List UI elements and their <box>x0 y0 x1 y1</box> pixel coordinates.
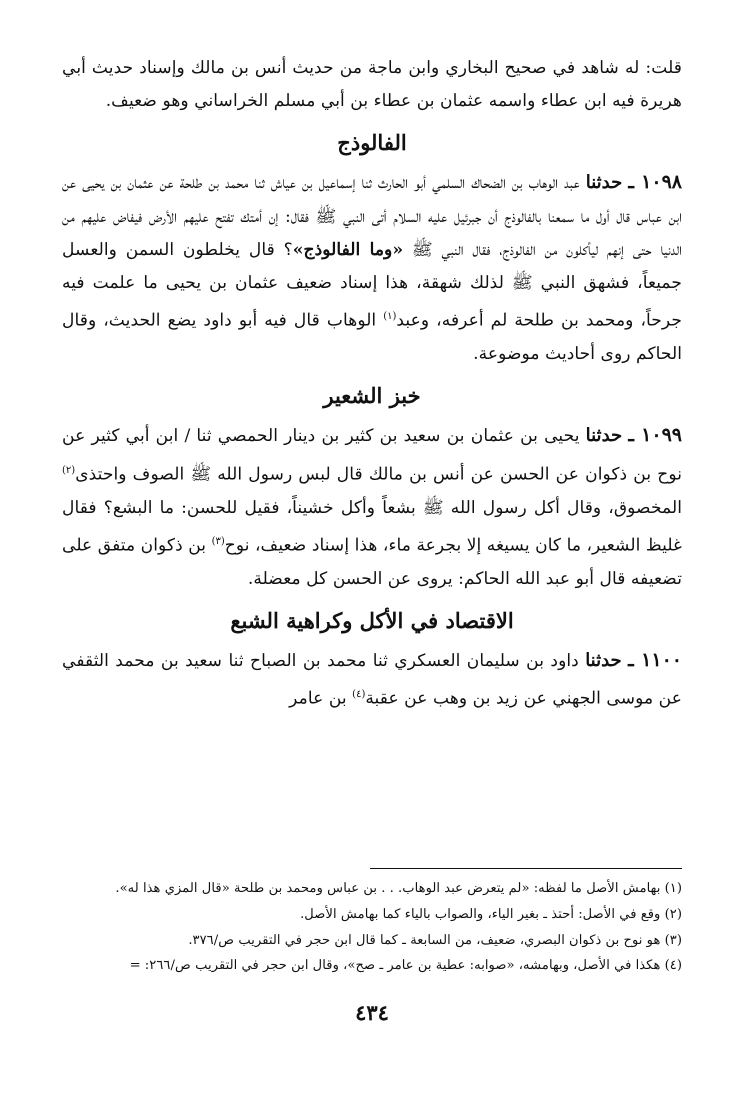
hadith-opening-word: حدثنا <box>585 172 623 194</box>
hadith-opening-word: حدثنا <box>585 425 623 447</box>
hadith-number: ١١٠٠ ـ <box>628 648 682 671</box>
hadith-text: بن ذكوان متفق على تضعيفه قال أبو عبد الله الحاكم: يروى عن الحسن كل معضلة. <box>62 535 682 589</box>
footnote-reference: (١) <box>383 311 397 323</box>
hadith-text: بن عامر <box>289 688 353 709</box>
footnote-divider <box>370 868 682 869</box>
hadith-text: المخصوق، وقال أكل رسول الله ﷺ بشعاً وأكل خشيناً، فقيل للحسن: ما البشع؟ فقال غليظ الشعير، ما كان يسيغه إلا بجرعة ماء، هذا إسناد ضعيف، نوح <box>62 497 682 556</box>
section-heading-barley-bread: خبز الشعير <box>323 383 421 409</box>
hadith-text: الوهاب قال فيه أبو داود يضع الحديث، وقال الحاكم روى أحاديث موضوعة. <box>62 310 682 365</box>
footnote-reference: (٣) <box>211 535 225 547</box>
hadith-quote: «وما الفالوذج» <box>292 239 404 260</box>
hadith-number: ١٠٩٩ ـ <box>628 424 682 447</box>
footnote-4: (٤) هكذا في الأصل، وبهامشه، «صوابه: عطية بن عامر ـ صح»، وقال ابن حجر في التقريب ص/٢٦٦: = <box>129 958 682 974</box>
section-heading-falodhaj: الفالوذج <box>337 130 407 156</box>
footnote-reference: (٤) <box>352 689 366 701</box>
hadith-1098 <box>62 166 682 371</box>
footnotes <box>62 876 682 979</box>
hadith-1100 <box>62 644 682 716</box>
footnote-3: (٣) هو نوح بن ذكوان البصري، ضعيف، من السابعة ـ كما قال ابن حجر في التقريب ص/٣٧٦. <box>188 932 682 948</box>
hadith-text: عبد الوهاب بن الضحاك السلمي أبو الحارث ثنا إسماعيل بن عياش ثنا محمد بن طلحة عن عثمان بن يحيى عن ابن عباس قال أول ما سمعنا بالفالوذج أن جبرئيل عليه السلام أتى النبي ﷺ فقال: إن أمتك تفتح عليهم الأرض فيفاض عليهم من الدنيا حتى إنهم ليأكلون من الفالوذج، فقال النبي ﷺ <box>62 173 682 260</box>
book-page <box>62 52 682 716</box>
hadith-number: ١٠٩٨ ـ <box>628 171 682 194</box>
intro-text: قلت: له شاهد في صحيح البخاري وابن ماجة من حديث أنس بن مالك وإسناد حديث أبي هريرة فيه ابن عطاء واسمه عثمان بن عطاء بن أبي مسلم الخراساني وهو ضعيف. <box>62 58 682 112</box>
footnote-reference: (٢) <box>62 464 76 476</box>
hadith-text: داود بن سليمان العسكري ثنا محمد بن الصباح ثنا سعيد بن محمد الثقفي عن موسى الجهني عن زيد بن وهب عن عقبة <box>62 650 682 709</box>
hadith-text: ؟ قال يخلطون السمن والعسل جميعاً، فشهق النبي ﷺ لذلك شهقة، هذا إسناد ضعيف عثمان بن يحيى ما علمت فيه جرحاً، ومحمد بن طلحة لم أعرفه، وعبد <box>62 239 682 331</box>
page-number: ٤٣٤ <box>355 1000 389 1025</box>
hadith-text: يحيى بن عثمان بن سعيد بن كثير بن دينار الحمصي ثنا / ابن أبي كثير عن نوح بن ذكوان عن الحسن عن أنس بن مالك قال لبس رسول الله ﷺ الصوف واحتذى <box>62 426 682 485</box>
footnote-1: (١) بهامش الأصل ما لفظه: «لم يتعرض عبد الوهاب. . . بن عباس ومحمد بن طلحة «قال المزي هذا له». <box>115 881 682 896</box>
hadith-opening-word: حدثنا <box>585 649 622 671</box>
section-heading-moderation-in-eating: الاقتصاد في الأكل وكراهية الشبع <box>230 607 514 633</box>
intro-paragraph <box>62 52 682 118</box>
footnote-2: (٢) وقع في الأصل: أحتذ ـ بغير الياء، والصواب بالياء كما بهامش الأصل. <box>300 906 682 922</box>
hadith-1099 <box>62 419 682 595</box>
